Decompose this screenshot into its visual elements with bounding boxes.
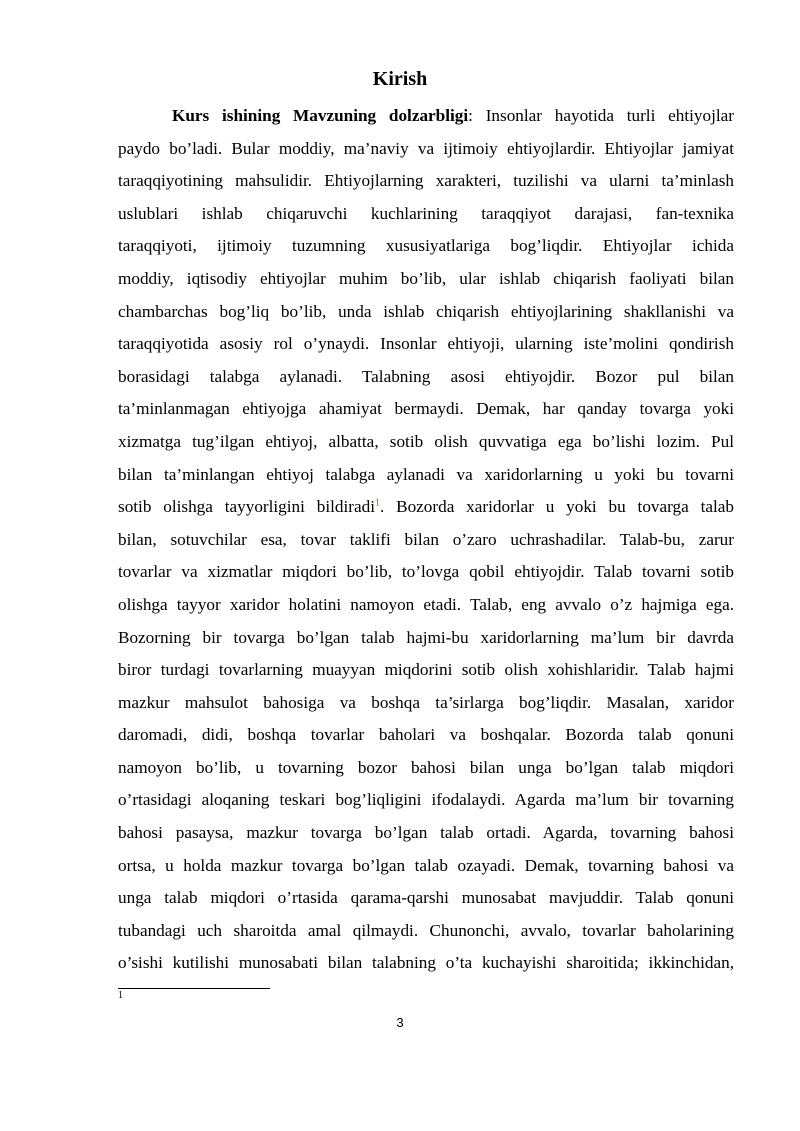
section-title: Kirish	[372, 68, 428, 90]
text-line: olishga tayyor xaridor holatini namoyon etadi. Talab, eng avvalo o’z hajmiga ega.	[118, 594, 734, 614]
lead-phrase: Kurs ishining Mavzuning dolzarbligi	[172, 106, 469, 125]
footnote-reference[interactable]: 1	[374, 497, 380, 509]
text-line: xizmatga tug’ilgan ehtiyoj, albatta, sotib olish quvvatiga ega bo’lishi lozim. Pul	[118, 431, 734, 451]
page-number: 3	[396, 1015, 404, 1030]
text-line: daromadi, didi, boshqa tovarlar baholari va boshqalar. Bozorda talab qonuni	[118, 725, 734, 745]
text-line: mazkur mahsulot bahosiga va boshqa ta’sirlarga bog’liqdir. Masalan, xaridor	[118, 692, 734, 712]
text-line: taraqqiyotining mahsulidir. Ehtiyojlarning xarakteri, tuzilishi va ularni ta’minlash	[118, 171, 734, 191]
text-line: o’rtasidagi aloqaning teskari bog’liqligini ifodalaydi. Agarda ma’lum bir tovarning	[118, 790, 734, 810]
body-paragraph	[118, 100, 734, 980]
footnote-separator	[118, 988, 270, 989]
text-line: bahosi pasaysa, mazkur tovarga bo’lgan talab ortadi. Agarda, tovarning bahosi	[118, 823, 734, 843]
text-line: taraqqiyotida asosiy rol o’ynaydi. Insonlar ehtiyoji, ularning iste’molini qondirish	[118, 334, 734, 354]
text-line: moddiy, iqtisodiy ehtiyojlar muhim bo’lib, ular ishlab chiqarish faoliyati bilan	[118, 268, 734, 288]
text-line: Kurs ishining Mavzuning dolzarbligi: Insonlar hayotida turli ehtiyojlar	[172, 106, 734, 125]
text-line: tubandagi uch sharoitda amal qilmaydi. Chunonchi, avvalo, tovarlar baholarining	[118, 920, 734, 940]
text-line: chambarchas bog’liq bo’lib, unda ishlab chiqarish ehtiyojlarining shakllanishi va	[118, 301, 734, 321]
text-line: bilan ta’minlangan ehtiyoj talabga aylanadi va xaridorlarning u yoki bu tovarni	[118, 464, 734, 484]
text-line: unga talab miqdori o’rtasida qarama-qarshi munosabat mavjuddir. Talab qonuni	[118, 888, 734, 908]
text-line: tovarlar va xizmatlar miqdori bo’lib, to’lovga qobil ehtiyojdir. Talab tovarni sotib	[118, 562, 734, 582]
text-line: sotib olishga tayyorligini bildiradi$^1$. Bozorda xaridorlar u yoki bu tovarga talab	[118, 497, 734, 517]
text-line: bilan, sotuvchilar esa, tovar taklifi bilan o’zaro uchrashadilar. Talab-bu, zarur	[118, 529, 734, 549]
text-line: ortsa, u holda mazkur tovarga bo’lgan talab ozayadi. Demak, tovarning bahosi va	[118, 855, 734, 875]
footnote-marker: 1	[118, 990, 123, 1001]
text-line: o’sishi kutilishi munosabati bilan talabning o’ta kuchayishi sharoitida; ikkinchidan,	[118, 953, 734, 973]
text-line: Bozorning bir tovarga bo’lgan talab hajmi-bu xaridorlarning ma’lum bir davrda	[118, 627, 734, 647]
text-line: ta’minlanmagan ehtiyojga ahamiyat bermaydi. Demak, har qanday tovarga yoki	[118, 399, 734, 419]
text-line: borasidagi talabga aylanadi. Talabning asosi ehtiyojdir. Bozor pul bilan	[118, 366, 734, 386]
text-line: taraqqiyoti, ijtimoiy tuzumning xususiyatlariga bog’liqdir. Ehtiyojlar ichida	[118, 236, 734, 256]
text-line: uslublari ishlab chiqaruvchi kuchlarining taraqqiyot darajasi, fan-texnika	[118, 203, 734, 223]
text-line: namoyon bo’lib, u tovarning bozor bahosi bilan unga bo’lgan talab miqdori	[118, 757, 734, 777]
text-line: biror turdagi tovarlarning muayyan miqdorini sotib olish xohishlaridir. Talab hajmi	[118, 660, 734, 680]
text-line: paydo bo’ladi. Bular moddiy, ma’naviy va ijtimoiy ehtiyojlardir. Ehtiyojlar jamiyat	[118, 138, 734, 158]
